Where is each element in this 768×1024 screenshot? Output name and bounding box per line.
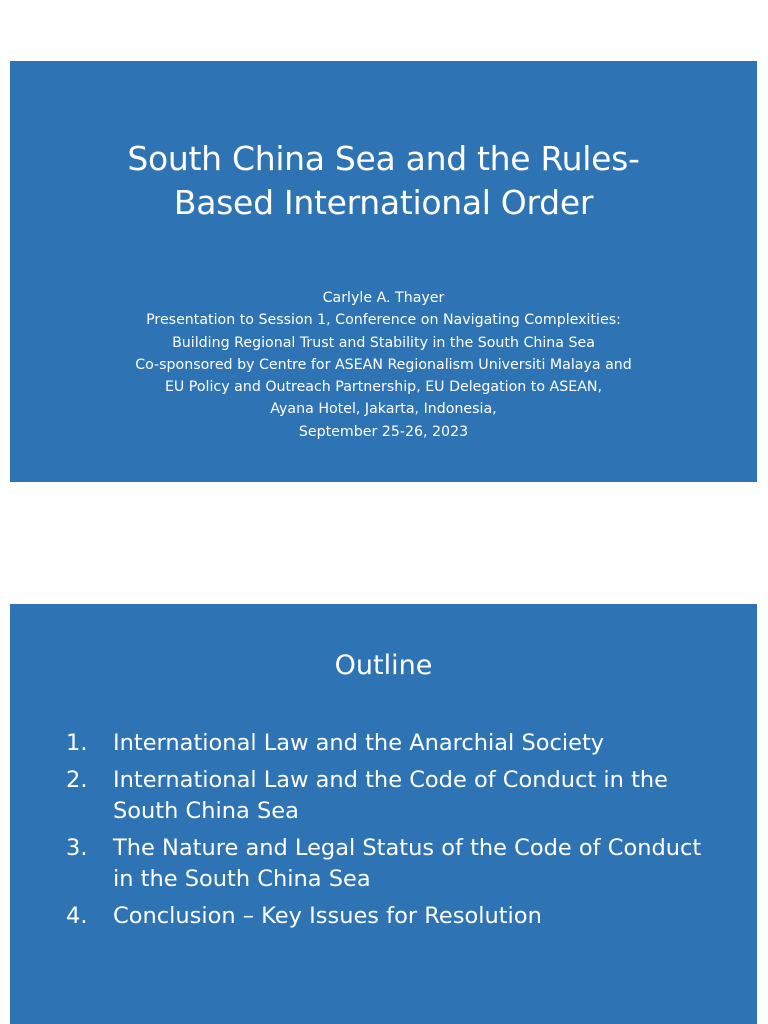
subtitle-line: Presentation to Session 1, Conference on Navigating Complexities: — [146, 312, 621, 329]
venue-line: Ayana Hotel, Jakarta, Indonesia, — [270, 401, 497, 418]
subtitle-line: EU Policy and Outreach Partnership, EU Delegation to ASEAN, — [164, 379, 603, 396]
author-name: Carlyle A. Thayer — [322, 290, 445, 306]
title-slide — [10, 61, 757, 482]
outline-title: Outline — [334, 650, 433, 681]
outline-list — [66, 728, 727, 938]
outline-item — [66, 765, 727, 827]
subtitle-line: Co-sponsored by Centre for ASEAN Regionalism Universiti Malaya and — [135, 356, 632, 373]
outline-item-number: 1. — [66, 730, 88, 756]
outline-item-text: South China Sea — [113, 798, 299, 824]
outline-item — [66, 833, 727, 895]
outline-item-text: International Law and the Anarchial Society — [113, 730, 605, 756]
outline-item — [66, 901, 727, 932]
outline-item-number: 3. — [66, 835, 88, 861]
outline-item-text: The Nature and Legal Status of the Code of Conduct — [113, 835, 702, 861]
date-line: September 25-26, 2023 — [298, 423, 469, 440]
slide-subtitle — [40, 287, 727, 443]
slide-title-line: Based International Order — [173, 183, 594, 222]
slide-title — [50, 137, 717, 225]
subtitle-line: Building Regional Trust and Stability in the South China Sea — [172, 334, 595, 351]
outline-item-text: International Law and the Code of Conduct in the — [113, 767, 668, 793]
slide-title-line: South China Sea and the Rules- — [127, 139, 640, 178]
outline-item-number: 2. — [66, 767, 88, 793]
outline-item-number: 4. — [66, 903, 88, 929]
outline-item-text: Conclusion – Key Issues for Resolution — [113, 903, 542, 929]
outline-item-text: in the South China Sea — [113, 866, 371, 892]
outline-slide — [10, 604, 757, 1024]
outline-item — [66, 728, 727, 759]
